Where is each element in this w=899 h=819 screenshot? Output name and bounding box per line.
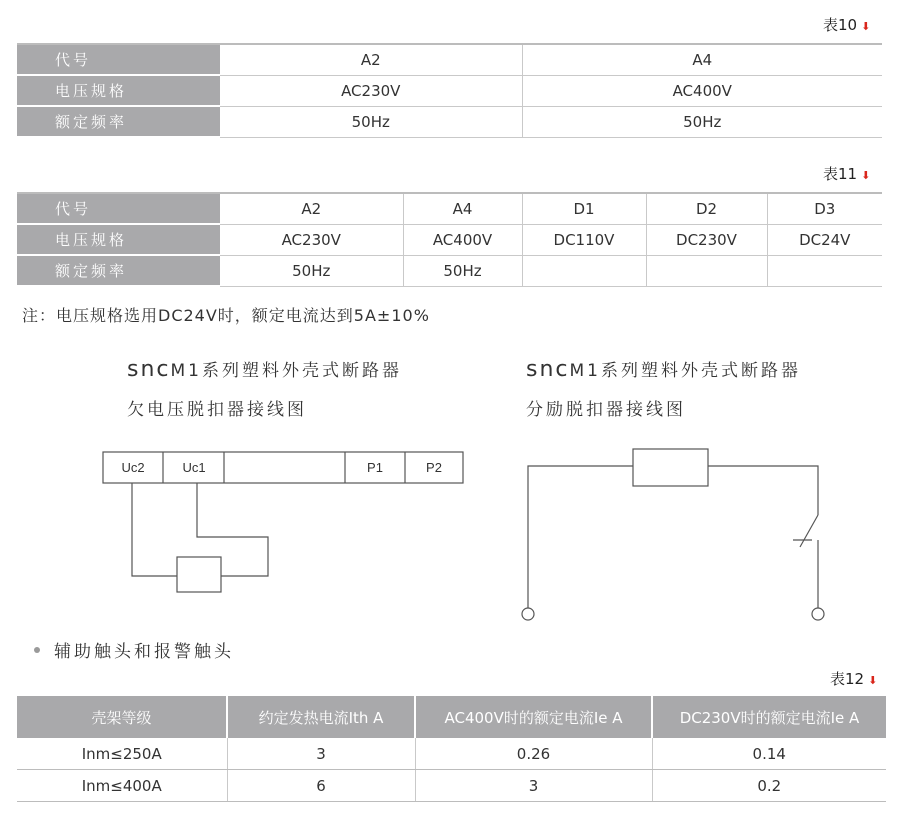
brand-logo: snc bbox=[127, 357, 171, 382]
table12-label bbox=[830, 668, 877, 689]
table-cell: Inm≤250A bbox=[17, 738, 227, 770]
terminal-circle bbox=[812, 608, 824, 620]
row-header: 电压规格 bbox=[17, 75, 220, 106]
table-row bbox=[17, 738, 886, 770]
wire-right bbox=[708, 466, 818, 515]
table12 bbox=[17, 696, 886, 802]
voltage-note: 注：电压规格选用DC24V时，额定电流达到5A±10% bbox=[22, 306, 430, 325]
terminal-label-uc1: Uc1 bbox=[182, 460, 206, 475]
table-cell: D3 bbox=[767, 193, 882, 224]
terminal-label-uc2: Uc2 bbox=[121, 460, 145, 475]
table12-label-text: 表12 bbox=[830, 670, 865, 688]
terminal-circle bbox=[522, 608, 534, 620]
table-header-row bbox=[17, 696, 886, 738]
table-cell: 6 bbox=[227, 770, 415, 802]
download-arrow-icon: ⬇ bbox=[861, 20, 871, 33]
table-cell: 0.2 bbox=[652, 770, 886, 802]
coil bbox=[633, 449, 708, 486]
row-header: 电压规格 bbox=[17, 224, 220, 255]
wire-left bbox=[528, 466, 633, 608]
table-cell: A2 bbox=[220, 44, 522, 75]
column-header: AC400V时的额定电流Ie A bbox=[415, 696, 652, 738]
table-cell: Inm≤400A bbox=[17, 770, 227, 802]
row-header: 额定频率 bbox=[17, 255, 220, 286]
table-cell: A2 bbox=[220, 193, 403, 224]
download-arrow-icon: ⬇ bbox=[868, 674, 878, 687]
table11-label-text: 表11 bbox=[823, 165, 858, 183]
table-cell: DC230V bbox=[646, 224, 767, 255]
row-header: 代号 bbox=[17, 193, 220, 224]
table-cell: A4 bbox=[522, 44, 882, 75]
table-cell: 0.26 bbox=[415, 738, 652, 770]
table-cell: 3 bbox=[227, 738, 415, 770]
table-cell: 50Hz bbox=[220, 106, 522, 137]
table-cell: DC24V bbox=[767, 224, 882, 255]
section-heading bbox=[34, 637, 234, 662]
table-cell: A4 bbox=[403, 193, 522, 224]
table-row bbox=[17, 770, 886, 802]
right-diagram-subtitle: 分励脱扣器接线图 bbox=[526, 400, 686, 420]
table10-label-text: 表10 bbox=[823, 16, 858, 34]
table-cell: 0.14 bbox=[652, 738, 886, 770]
table-cell: AC400V bbox=[522, 75, 882, 106]
table-cell: AC400V bbox=[403, 224, 522, 255]
switch-contact bbox=[800, 515, 818, 547]
column-header: DC230V时的额定电流Ie A bbox=[652, 696, 886, 738]
table-cell: 50Hz bbox=[403, 255, 522, 286]
table-cell: D2 bbox=[646, 193, 767, 224]
download-arrow-icon: ⬇ bbox=[861, 169, 871, 182]
table-cell: D1 bbox=[522, 193, 646, 224]
table-cell: 50Hz bbox=[522, 106, 882, 137]
table-cell: DC110V bbox=[522, 224, 646, 255]
section-heading-text: 辅助触头和报警触头 bbox=[54, 642, 234, 662]
table-cell: 50Hz bbox=[220, 255, 403, 286]
table-cell: AC230V bbox=[220, 224, 403, 255]
table-cell: AC230V bbox=[220, 75, 522, 106]
left-diagram-subtitle: 欠电压脱扣器接线图 bbox=[127, 400, 307, 420]
bullet-icon bbox=[34, 647, 40, 653]
column-header: 壳架等级 bbox=[17, 696, 227, 738]
terminal-label-p1: P1 bbox=[367, 460, 383, 475]
row-header: 代号 bbox=[17, 44, 220, 75]
table-cell: 3 bbox=[415, 770, 652, 802]
terminal-label-p2: P2 bbox=[426, 460, 442, 475]
series-title: M1系列塑料外壳式断路器 bbox=[569, 361, 801, 381]
brand-logo: snc bbox=[526, 357, 570, 382]
series-title: M1系列塑料外壳式断路器 bbox=[170, 361, 402, 381]
column-header: 约定发热电流Ith A bbox=[227, 696, 415, 738]
row-header: 额定频率 bbox=[17, 106, 220, 137]
